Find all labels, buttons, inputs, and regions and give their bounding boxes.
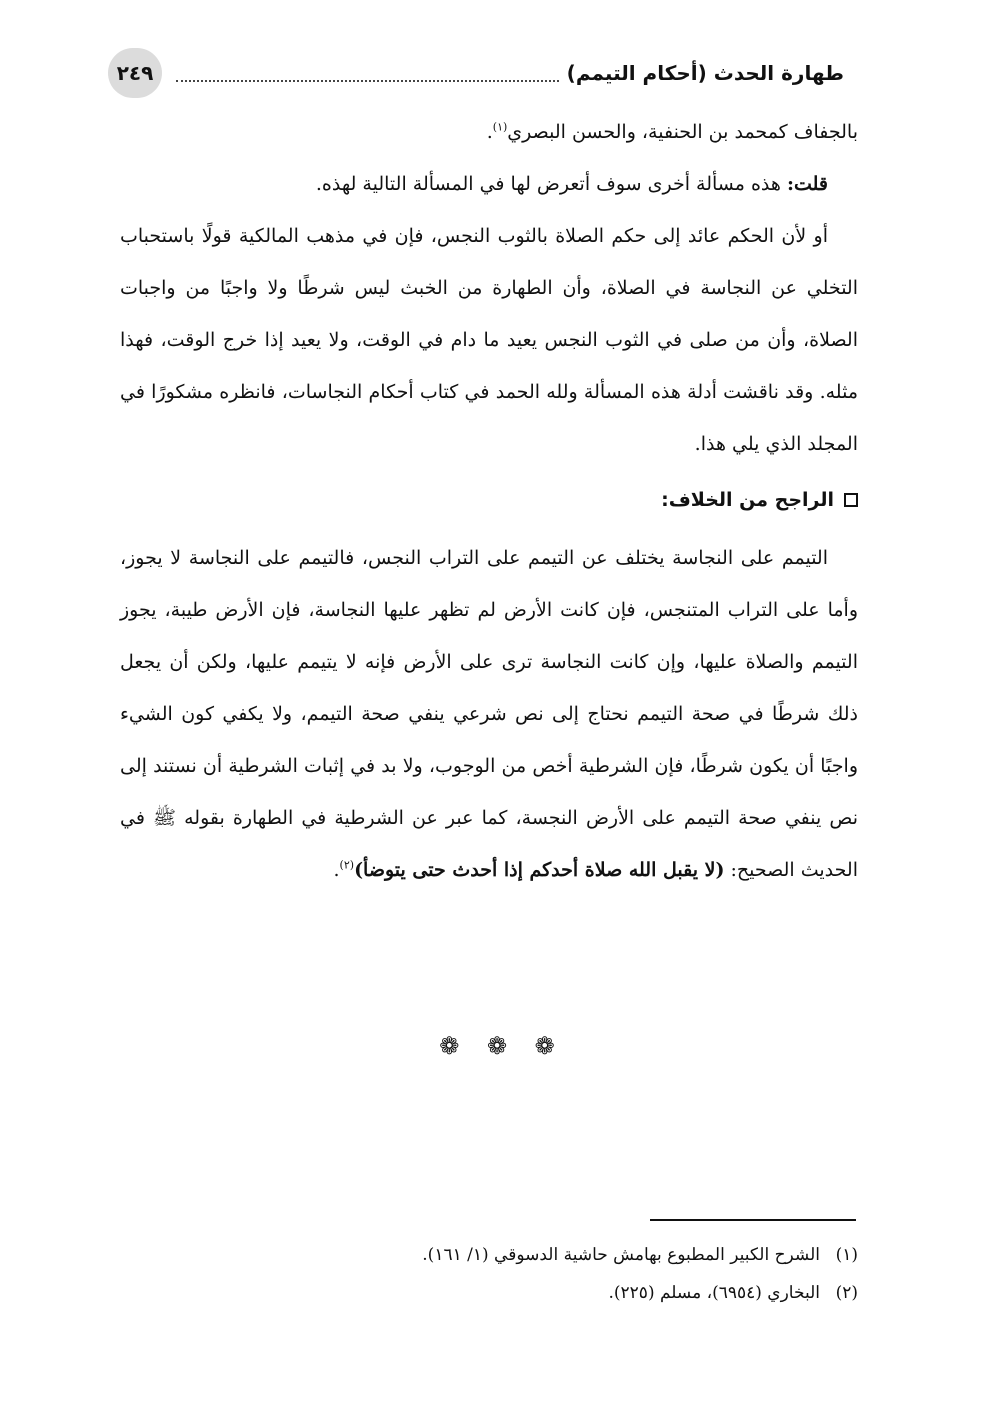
- footnote-ref-1: (١): [492, 120, 508, 134]
- footnote-ref-2: (٢): [339, 858, 355, 872]
- running-header: [108, 48, 844, 98]
- paragraph-continuation: [120, 106, 858, 158]
- page-number-badge: ٢٤٩: [108, 48, 162, 98]
- section-end-ornaments: ❁ ❁ ❁: [439, 1032, 565, 1060]
- running-title: طهارة الحدث (أحكام التيمم): [566, 61, 844, 85]
- qult-label: قلت:: [786, 173, 828, 195]
- main-text: [120, 106, 858, 896]
- footnotes: [158, 1236, 858, 1312]
- qult-paragraph: [120, 158, 858, 210]
- hadith-period: .: [333, 859, 340, 881]
- square-bullet-icon: [844, 493, 858, 507]
- footnote-1-number: (١): [835, 1245, 858, 1265]
- qult-text: هذه مسألة أخرى سوف أتعرض لها في المسألة التالية لهذه.: [315, 173, 787, 195]
- section-heading-text: الراجح من الخلاف:: [661, 489, 834, 511]
- header-dotted-leader: [176, 80, 559, 82]
- footnote-separator: [650, 1219, 856, 1221]
- paragraph-maliki: أو لأن الحكم عائد إلى حكم الصلاة بالثوب النجس، فإن في مذهب المالكية قولًا باستحباب التخلي عن النجاسة في الصلاة، وأن الطهارة من الخبث ليس شرطًا ولا واجبًا من واجبات الصلاة، وأن من صلى في الثوب النجس يعيد ما دام في الوقت، ولا يعيد إذا خرج الوقت، فهذا مثله. وقد ناقشت أدلة هذه المسألة ولله الحمد في كتاب أحكام النجاسات، فانظره مشكورًا في المجلد الذي يلي هذا.: [120, 225, 858, 455]
- footnote-1-text: الشرح الكبير المطبوع بهامش حاشية الدسوقي (١/ ١٦١).: [422, 1245, 820, 1265]
- section-heading: [120, 474, 858, 526]
- footnote-2-number: (٢): [835, 1283, 858, 1303]
- line1-period: .: [486, 121, 493, 143]
- footnote-2: [158, 1274, 858, 1312]
- paragraph-preferred-text: التيمم على النجاسة يختلف عن التيمم على التراب النجس، فالتيمم على النجاسة لا يجوز، وأما على التراب المتنجس، فإن كانت الأرض لم تظهر عليها النجاسة، فإن الأرض طيبة، يجوز التيمم والصلاة عليها، وإن كانت النجاسة ترى على الأرض فإنه لا يتيمم عليها، ولكن أن يجعل ذلك شرطًا في صحة التيمم نحتاج إلى نص شرعي ينفي صحة التيمم، ولا يكفي كون الشيء واجبًا أن يكون شرطًا، فإن الشرطية أخص من الوجوب، ولا بد في إثبات الشرطية أن نستند إلى نص ينفي صحة التيمم على الأرض النجسة، كما عبر عن الشرطية في الطهارة بقوله ﷺ في الحديث الصحيح:: [120, 547, 858, 881]
- paragraph-preferred-view: [120, 532, 858, 896]
- footnote-1: [158, 1236, 858, 1274]
- line1-text: بالجفاف كمحمد بن الحنفية، والحسن البصري: [507, 121, 858, 143]
- hadith-quote: (لا يقبل الله صلاة أحدكم إذا أحدث حتى يتوضأ): [354, 859, 725, 881]
- footnote-2-text: البخاري (٦٩٥٤)، مسلم (٢٢٥).: [608, 1283, 820, 1303]
